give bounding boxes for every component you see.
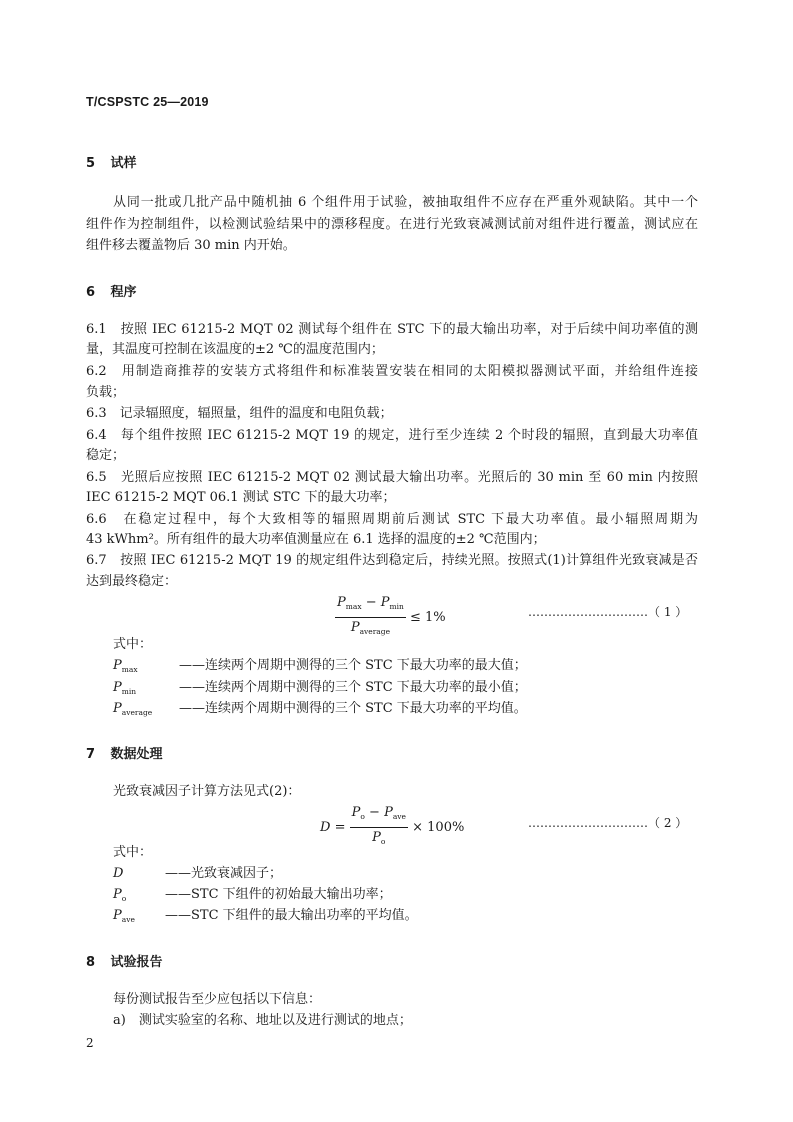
clause-6-7-line: 6.7 按照 IEC 61215-2 MQT 19 的规定组件达到稳定后，持续光照。按照式(1)计算组件光致衰减是否 [86, 553, 698, 568]
section-7-heading [86, 743, 163, 762]
paragraph-line: 组件移去覆盖物后 30 min 内开始。 [86, 238, 296, 253]
variable-pave-definition: $P_{ave}$ ——STC 下组件的最大输出功率的平均值。 [113, 908, 418, 924]
variable-po-definition: $P_o$ ——STC 下组件的初始最大输出功率； [113, 887, 392, 903]
clause-6-4-line: 稳定； [86, 448, 126, 463]
section-number: 6 [86, 285, 96, 300]
equation-1-condition: ≤ 1% [410, 610, 446, 625]
variable-paverage-definition: $P_{average}$ ——连续两个周期中测得的三个 STC 下最大功率的平均值。 [113, 701, 527, 717]
clause-6-3-line: 6.3 记录辐照度，辐照量，组件的温度和电阻负载； [86, 406, 393, 421]
clause-6-7-line: 达到最终稳定： [86, 574, 178, 589]
section-title: 试样 [110, 156, 137, 171]
section-5-heading [86, 152, 137, 171]
equation-1-number: …………………………（ 1 ） [528, 605, 688, 619]
paragraph-line: 从同一批或几批产品中随机抽 6 个组件用于试验，被抽取组件不应存在严重外观缺陷。其中一个 [113, 195, 698, 210]
clause-6-4-line: 6.4 每个组件按照 IEC 61215-2 MQT 19 的规定，进行至少连续 2 个时段的辐照，直到最大功率值 [86, 428, 698, 443]
variable-pmax-definition: $P_{max}$ ——连续两个周期中测得的三个 STC 下最大功率的最大值； [113, 658, 527, 674]
section-title: 试验报告 [110, 955, 163, 970]
variable-pmin-definition: $P_{min}$ ——连续两个周期中测得的三个 STC 下最大功率的最小值； [113, 680, 527, 696]
where-label: 式中： [113, 637, 153, 652]
clause-6-5-line: 6.5 光照后应按照 IEC 61215-2 MQT 02 测试最大输出功率。光照后的 30 min 至 60 min 内按照 [86, 470, 698, 485]
variable-d-definition: D ——光致衰减因子； [113, 866, 283, 881]
clause-6-1-line: 量，其温度可控制在该温度的±2 ℃的温度范围内； [86, 342, 384, 357]
clause-6-6-line: 6.6 在稳定过程中，每个大致相等的辐照周期前后测试 STC 下最大功率值。最小辐照周期为 [86, 512, 698, 527]
list-item-a: a) 测试实验室的名称、地址以及进行测试的地点； [113, 1013, 412, 1028]
where-label: 式中： [113, 845, 153, 860]
clause-6-5-line: IEC 61215-2 MQT 06.1 测试 STC 下的最大功率； [86, 490, 396, 505]
standard-code-header: T/CSPSTC 25—2019 [86, 95, 209, 109]
equation-2-fraction: $\frac{P_o - P_{ave}}{P_o}$ [351, 805, 406, 846]
equation-1 [335, 594, 446, 641]
section-6-heading [86, 281, 137, 300]
paragraph-line: 每份测试报告至少应包括以下信息： [113, 992, 322, 1007]
section-number: 7 [86, 747, 96, 762]
section-number: 5 [86, 156, 96, 171]
section-8-heading [86, 951, 163, 970]
section-number: 8 [86, 955, 96, 970]
section-title: 数据处理 [110, 747, 163, 762]
clause-6-2-line: 负载； [86, 385, 126, 400]
page-number: 2 [86, 1036, 94, 1050]
section-title: 程序 [110, 285, 137, 300]
equation-2-number: …………………………（ 2 ） [528, 816, 688, 830]
equation-2: D = $\frac{P_o - P_{ave}}{P_o}$ × 100% [320, 804, 464, 851]
equation-1-fraction: $\frac{P_{max} - P_{min}}{P_{average}}$ [337, 595, 404, 636]
clause-6-1-line: 6.1 按照 IEC 61215-2 MQT 02 测试每个组件在 STC 下的最大输出功率，对于后续中间功率值的测 [86, 322, 698, 337]
equation-2-multiplier: × 100% [412, 820, 465, 835]
paragraph-line: 组件作为控制组件，以检测试验结果中的漂移程度。在进行光致衰减测试前对组件进行覆盖，测试应在 [86, 217, 698, 232]
clause-6-6-line: 43 kWhm²。所有组件的最大功率值测量应在 6.1 选择的温度的±2 ℃范围内； [86, 532, 546, 547]
paragraph-line: 光致衰减因子计算方法见式(2)： [113, 784, 301, 799]
clause-6-2-line: 6.2 用制造商推荐的安装方式将组件和标准装置安装在相同的太阳模拟器测试平面，并给组件连接 [86, 364, 698, 379]
